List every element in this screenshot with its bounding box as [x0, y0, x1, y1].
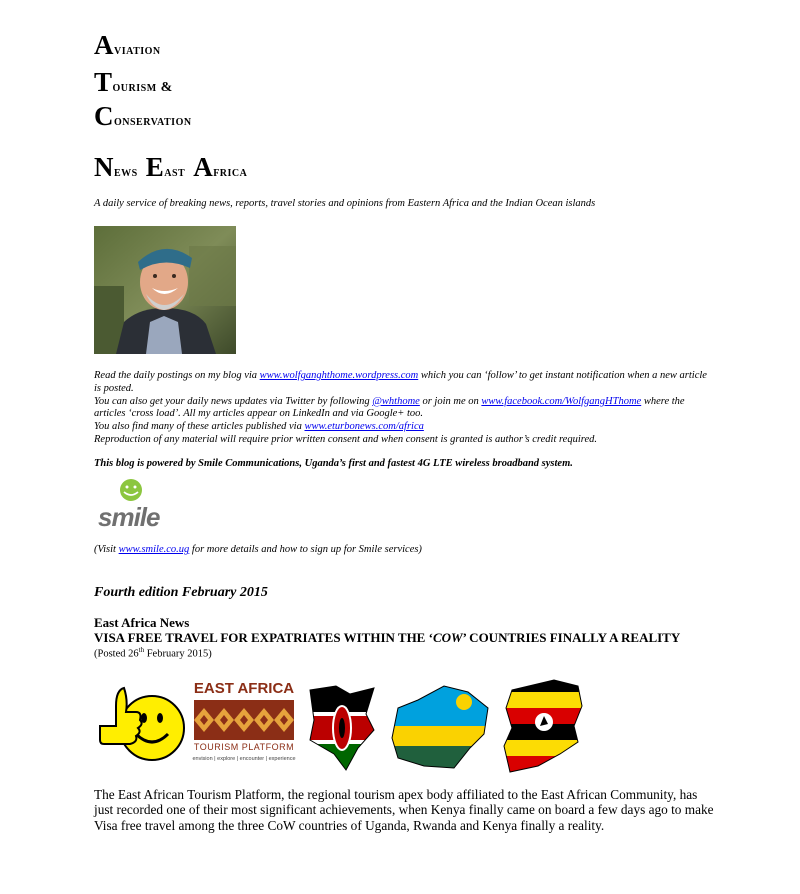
- article-banner: [96, 676, 716, 776]
- smile-logo: [96, 476, 176, 532]
- intro-twitter-line: You can also get your daily news updates via Twitter by following @whthome or join me on www.facebook.com/WolfgangHThome where the articles ‘cross load’. All my articles appear on LinkedIn and via Google+ too.: [94, 395, 685, 420]
- smile-visit-line: (Visit www.smile.co.ug for more details and how to sign up for Smile services): [94, 544, 422, 555]
- rwanda-flag-map-icon: [384, 678, 494, 772]
- kenya-flag-map-icon: [304, 684, 380, 772]
- eatp-logo-title: EAST AFRICA: [193, 680, 295, 697]
- author-photo: [94, 226, 236, 354]
- masthead-line-conservation: Conservation: [94, 101, 192, 131]
- intro-block: [94, 370, 714, 447]
- intro-reproduction-line: Reproduction of any material will require prior written consent and when consent is granted is author’s credit required.: [94, 433, 597, 445]
- sponsor-line: This blog is powered by Smile Communications, Uganda’s first and fastest 4G LTE wireless broadband system.: [94, 458, 573, 469]
- eatp-logo-subtitle: TOURISM PLATFORM: [193, 742, 295, 752]
- edition-title: Fourth edition February 2015: [94, 585, 268, 600]
- section-label: East Africa News: [94, 615, 190, 630]
- twitter-link[interactable]: @whthome: [372, 395, 420, 407]
- smile-logo-text: smile: [98, 502, 160, 532]
- masthead-line-aviation: Aviation: [94, 30, 161, 60]
- eatp-logo: [190, 680, 298, 772]
- smile-link[interactable]: www.smile.co.ug: [118, 544, 190, 555]
- blog-link[interactable]: www.wolfganghthome.wordpress.com: [259, 370, 419, 381]
- posted-date: (Posted 26th February 2015): [94, 646, 212, 660]
- masthead-line-news-east-africa: News East Africa: [94, 152, 248, 182]
- intro-eturbo-line: You also find many of these articles published via www.eturbonews.com/africa: [94, 421, 424, 433]
- uganda-flag-map-icon: [498, 676, 588, 774]
- tagline: A daily service of breaking news, reports, travel stories and opinions from Eastern Africa and the Indian Ocean islands: [94, 198, 596, 209]
- article-body: The East African Tourism Platform, the regional tourism apex body affiliated to the East African Community, has just recorded one of their most significant achievements, when Kenya finally came on board a few days ago to make Visa free travel among the three CoW countries of Uganda, Rwanda and Kenya finally a reality.: [94, 787, 714, 833]
- eturbonews-link[interactable]: www.eturbonews.com/africa: [304, 421, 424, 433]
- intro-blog-line: Read the daily postings on my blog via www.wolfganghthome.wordpress.com which you can ‘follow’ to get instant notification when a new article is posted.: [94, 370, 707, 394]
- facebook-link[interactable]: www.facebook.com/WolfgangHThome: [481, 395, 642, 407]
- eatp-logo-tagline: envision | explore | encounter | experience: [192, 756, 296, 762]
- eatp-pattern-icon: [194, 700, 294, 740]
- thumbs-up-smiley-icon: [96, 682, 186, 768]
- article-headline: VISA FREE TRAVEL FOR EXPATRIATES WITHIN THE ‘COW’ COUNTRIES FINALLY A REALITY: [94, 630, 681, 645]
- masthead-line-tourism: Tourism &: [94, 67, 173, 97]
